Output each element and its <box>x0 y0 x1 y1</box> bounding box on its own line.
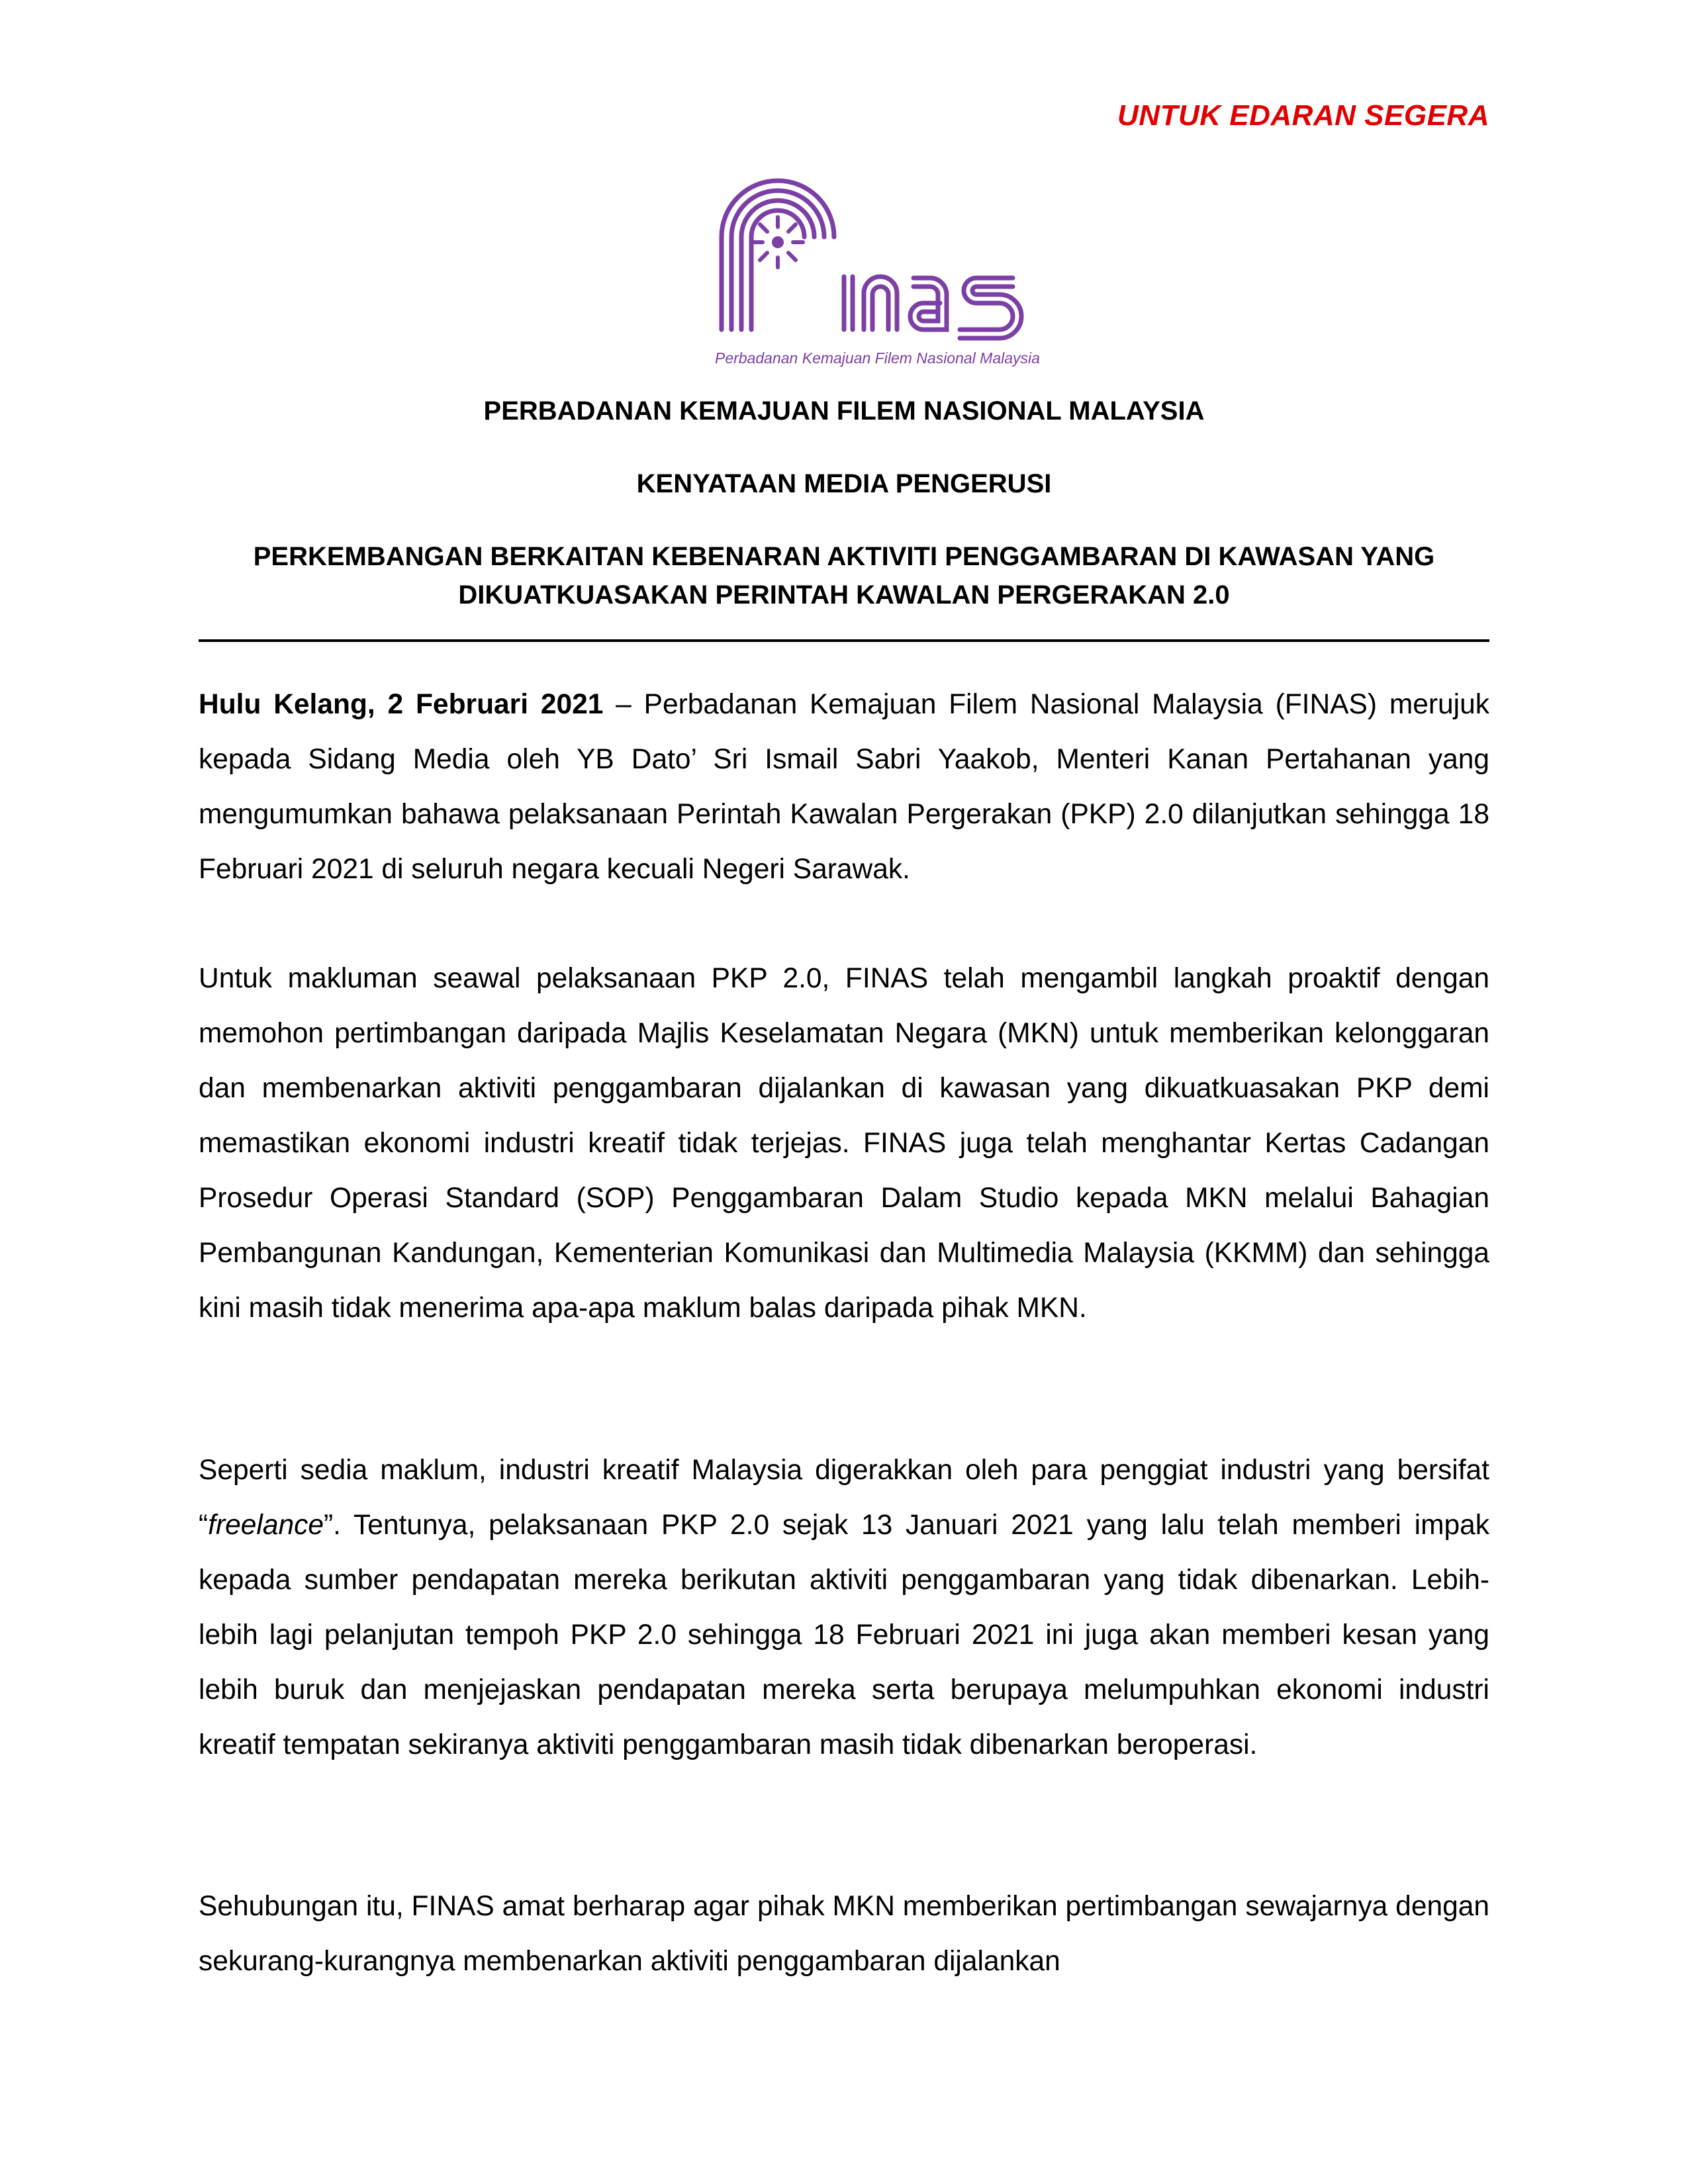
urgent-release-label: UNTUK EDARAN SEGERA <box>1117 99 1489 132</box>
dateline: Hulu Kelang, 2 Februari 2021 <box>199 689 604 720</box>
statement-heading: KENYATAAN MEDIA PENGERUSI <box>636 469 1052 498</box>
freelance-term: freelance <box>208 1510 324 1541</box>
title-divider <box>199 639 1489 642</box>
logo-tagline: Perbadanan Kemajuan Filem Nasional Malaysia <box>715 349 1040 367</box>
paragraph-3 <box>199 1443 1489 1772</box>
paragraph-3-text-b: ”. Tentunya, pelaksanaan PKP 2.0 sejak 13 Januari 2021 yang lalu telah memberi impak kepada sumber pendapatan mereka berikutan aktiviti penggambaran yang tidak dibenarkan. Lebih-lebih lagi pelanjutan tempoh PKP 2.0 sehingga 18 Februari 2021 ini juga akan memberi kesan yang lebih buruk dan menjejaskan pendapatan mereka serta berupaya melumpuhkan ekonomi industri kreatif tempatan sekiranya aktiviti penggambaran masih tidak dibenarkan beroperasi. <box>199 1510 1489 1760</box>
paragraph-1-text: – Perbadanan Kemajuan Filem Nasional Malaysia (FINAS) merujuk kepada Sidang Media oleh YB Dato’ Sri Ismail Sabri Yaakob, Menteri Kanan Pertahanan yang mengumumkan bahawa pelaksanaan Perintah Kawalan Pergerakan (PKP) 2.0 dilanjutkan sehingga 18 Februari 2021 di seluruh negara kecuali Negeri Sarawak. <box>199 689 1489 885</box>
release-title: PERKEMBANGAN BERKAITAN KEBENARAN AKTIVITI PENGGAMBARAN DI KAWASAN YANG DIKUATKUASAKAN PERINTAH KAWALAN PERGERAKAN 2.0 <box>253 542 1435 610</box>
paragraph-3-text-a: Seperti sedia maklum, industri kreatif Malaysia digerakkan oleh para penggiat industri yang bersifat “ <box>199 1455 1489 1541</box>
paragraph-1 <box>199 677 1489 897</box>
organization-heading: PERBADANAN KEMAJUAN FILEM NASIONAL MALAYSIA <box>483 396 1205 426</box>
paragraph-4: Sehubungan itu, FINAS amat berharap agar pihak MKN memberikan pertimbangan sewajarnya dengan sekurang-kurangnya membenarkan aktiviti penggambaran dijalankan <box>199 1891 1489 1977</box>
paragraph-2: Untuk makluman seawal pelaksanaan PKP 2.0, FINAS telah mengambil langkah proaktif dengan memohon pertimbangan daripada Majlis Keselamatan Negara (MKN) untuk memberikan kelonggaran dan membenarkan aktiviti penggambaran dijalankan di kawasan yang dikuatkuasakan PKP demi memastikan ekonomi industri kreatif tidak terjejas. FINAS juga telah menghantar Kertas Cadangan Prosedur Operasi Standard (SOP) Penggambaran Dalam Studio kepada MKN melalui Bahagian Pembangunan Kandungan, Kementerian Komunikasi dan Multimedia Malaysia (KKMM) dan sehingga kini masih tidak menerima apa-apa maklum balas daripada pihak MKN. <box>199 963 1489 1324</box>
finas-logo-icon <box>702 164 1033 376</box>
